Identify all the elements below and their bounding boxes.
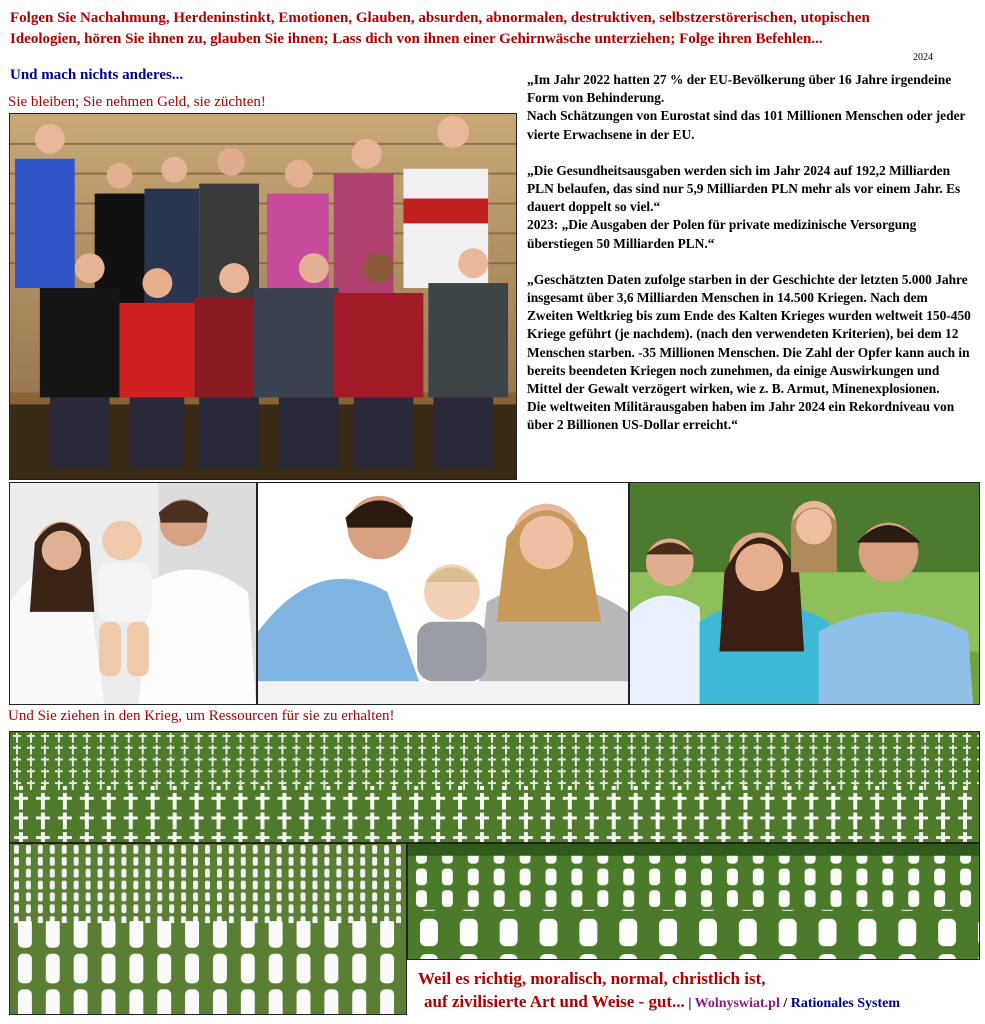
stat-private-care: 2023: „Die Ausgaben der Polen für private medizinische Versorgung überstiegen 50 Milliarden PLN.“ [527, 217, 917, 251]
year-label: 2024 [913, 52, 933, 63]
family-photo-2 [257, 482, 629, 705]
page-header: Folgen Sie Nachahmung, Herdeninstinkt, Emotionen, Glauben, absurden, abnormalen, destruktiven, selbstzerstörerischen, utopischen Ideologien, hören Sie ihnen zu, glauben Sie ihnen; Lass dich von ihnen einer Gehirnwäsche unterziehen; Folge ihren Befehlen... [10, 10, 870, 47]
stat-wars: „Geschätzten Daten zufolge starben in der Geschichte der letzten 5.000 Jahre insgesamt über 3,6 Milliarden Menschen in 14.500 Kriegen. Nach dem Zweiten Weltkrieg bis zum Ende des Kalten Krieges wurden weltweit 150-450 Kriege geführt (je nachdem). (nach den verwendeten Kriterien), bei dem 12 Menschen starben. -35 Millionen Menschen. Die Zahl der Opfer kann auch in bereits beendeten Kriegen noch zunehmen, da einige Auswirkungen und Mittel der Gewalt verzögert wirken, wie z. B. Armut, Minenexplosionen. [527, 271, 971, 397]
footer-separator: | [684, 996, 695, 1011]
subtitle-red: Sie bleiben; Sie nehmen Geld, sie züchten! [8, 94, 266, 110]
rational-system-link[interactable]: Rationales System [790, 996, 901, 1011]
footer-line-1: Weil es richtig, moralisch, normal, christlich ist, [418, 969, 766, 988]
family-photo-1 [9, 482, 257, 705]
cemetery-photo-right [407, 843, 980, 960]
statistics-text [527, 71, 977, 435]
group-photo [9, 113, 517, 480]
site-link[interactable]: Wolnyswiat.pl [694, 996, 780, 1011]
stat-disability: „Im Jahr 2022 hatten 27 % der EU-Bevölkerung über 16 Jahre irgendeine Form von Behinderung. [527, 72, 952, 106]
footer-line-2-text: auf zivilisierte Art und Weise - gut... [424, 992, 685, 1011]
stat-military: Die weltweiten Militärausgaben haben im Jahr 2024 ein Rekordniveau von über 2 Billionen US-Dollar erreicht.“ [527, 399, 955, 433]
stat-eurostat: Nach Schätzungen von Eurostat sind das 101 Millionen Menschen oder jeder vierte Erwachsene in der EU. [527, 108, 966, 142]
war-caption: Und Sie ziehen in den Krieg, um Ressourcen für sie zu erhalten! [8, 708, 395, 724]
cemetery-photo-left [9, 843, 407, 1015]
cemetery-photo-wide [9, 731, 980, 843]
subtitle-blue: Und mach nichts anderes... [10, 67, 184, 83]
footer-slash: / [779, 996, 791, 1011]
family-photo-3 [629, 482, 980, 705]
stat-health-spending: „Die Gesundheitsausgaben werden sich im Jahr 2024 auf 192,2 Milliarden PLN belaufen, das sind nur 5,9 Milliarden PLN mehr als vor einem Jahr. Es dauert doppelt so viel.“ [527, 162, 961, 215]
footer-line-2 [424, 990, 980, 1016]
footer [415, 968, 980, 1016]
